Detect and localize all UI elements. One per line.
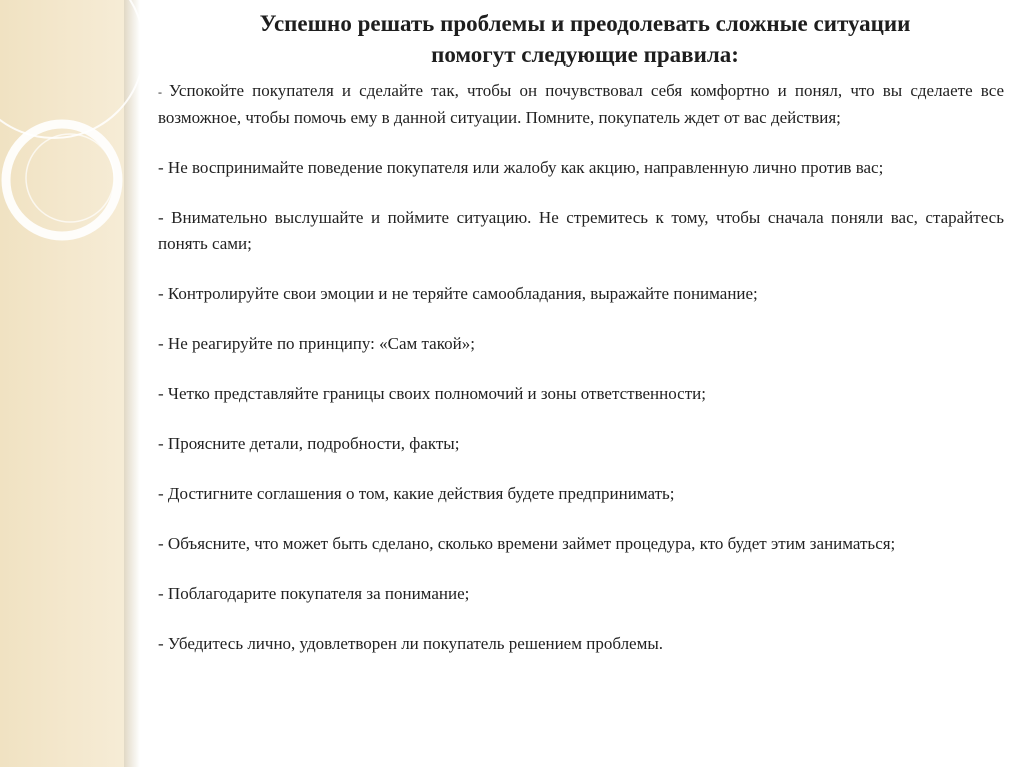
rule-text: Успокойте покупателя и сделайте так, чтобы он почувствовал себя комфортно и понял, что вы сделаете все возможное, чтобы помочь ему в данной ситуации. Помните, покупатель ждет от вас действия; (158, 81, 1004, 127)
rule-item (158, 78, 1004, 131)
rule-text: Достигните соглашения о том, какие действия будете предпринимать; (167, 484, 675, 503)
rule-item (158, 481, 1004, 507)
rule-item (158, 205, 1004, 257)
slide-title (160, 8, 1010, 70)
rule-text: Проясните детали, подробности, факты; (167, 434, 460, 453)
rule-text: Не реагируйте по принципу: «Сам такой»; (167, 334, 475, 353)
rules-list (158, 78, 1004, 681)
rule-dash: - (158, 208, 172, 227)
rule-text: Контролируйте свои эмоции и не теряйте самообладания, выражайте понимание; (167, 284, 758, 303)
rule-item (158, 431, 1004, 457)
decorative-circles (0, 0, 140, 767)
rule-item (158, 281, 1004, 307)
rule-item (158, 581, 1004, 607)
rule-item (158, 381, 1004, 407)
rule-text: Не воспринимайте поведение покупателя или жалобу как акцию, направленную лично против вас; (167, 158, 884, 177)
rule-dash: - (158, 334, 168, 353)
rule-dash: - (158, 584, 168, 603)
rule-text: Четко представляйте границы своих полномочий и зоны ответственности; (167, 384, 706, 403)
rule-text: Объясните, что может быть сделано, сколько времени займет процедура, кто будет этим заниматься; (167, 534, 896, 553)
rule-dash: - (158, 534, 168, 553)
title-line-1: Успешно решать проблемы и преодолевать сложные ситуации (259, 11, 911, 36)
decorative-circle-large (0, 0, 140, 138)
rule-dash: - (158, 85, 169, 99)
rule-item (158, 631, 1004, 657)
rule-item (158, 331, 1004, 357)
rule-dash: - (158, 158, 168, 177)
rule-dash: - (158, 384, 168, 403)
rule-text: Убедитесь лично, удовлетворен ли покупатель решением проблемы. (167, 634, 664, 653)
decorative-circle-inner (26, 134, 114, 222)
rule-item (158, 531, 1004, 557)
rule-dash: - (158, 484, 168, 503)
rule-text: Внимательно выслушайте и поймите ситуацию. Не стремитесь к тому, чтобы сначала поняли вас, старайтесь понять сами; (158, 208, 1004, 253)
decorative-circle-ring (6, 124, 118, 236)
rule-dash: - (158, 284, 168, 303)
rule-dash: - (158, 634, 168, 653)
rule-text: Поблагодарите покупателя за понимание; (167, 584, 470, 603)
title-line-2: помогут следующие правила: (431, 42, 739, 67)
rule-dash: - (158, 434, 168, 453)
rule-item (158, 155, 1004, 181)
